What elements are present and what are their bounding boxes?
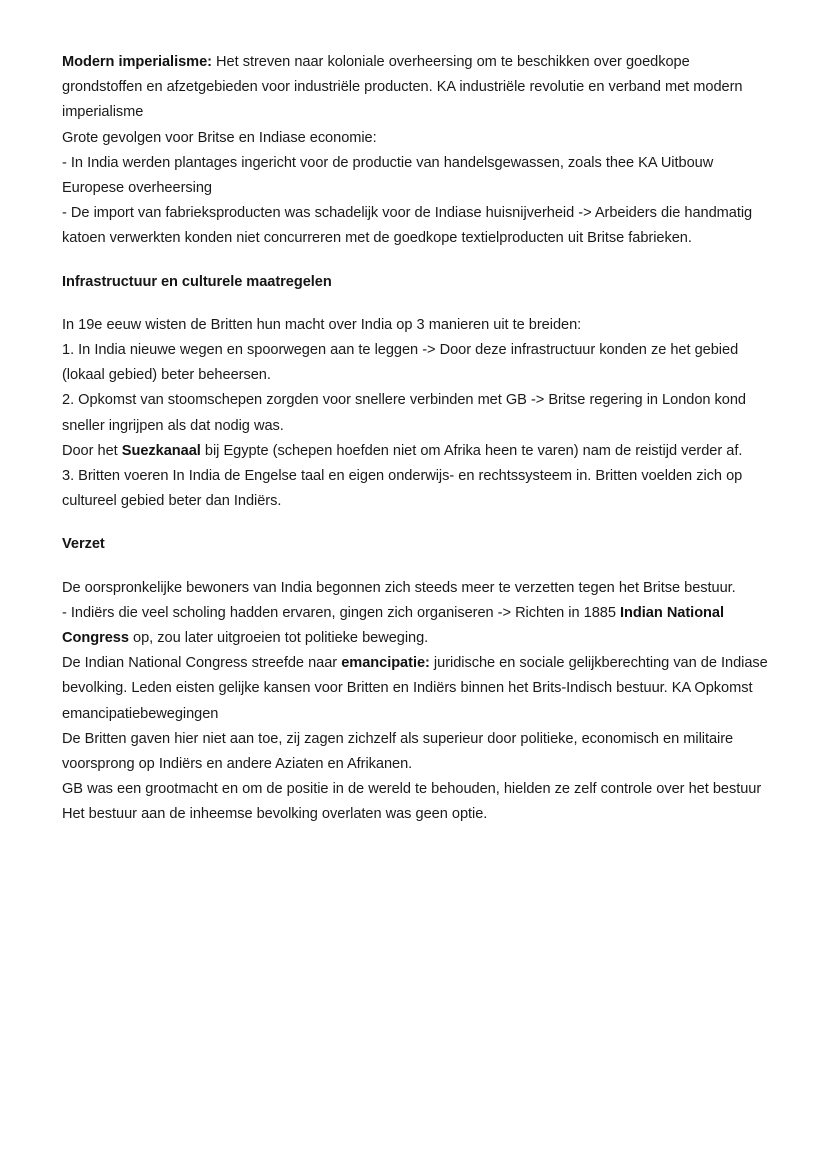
paragraph-plantages: - In India werden plantages ingericht voor de productie van handelsgewassen, zoals thee KA Uitbouw Europese overheersing [62,154,714,197]
term-modern-imperialisme: Modern imperialisme: [62,54,212,70]
paragraph-indian-national-congress-oprichting [62,601,772,651]
heading-verzet: Verzet [62,536,105,553]
inc-text-before: - Indiërs die veel scholing hadden ervaren, gingen zich organiseren -> Richten in 1885 [62,604,621,621]
suezkanaal-text-after: bij Egypte (schepen hoefden niet om Afrika heen te varen) nam de reistijd verder af. [200,442,743,459]
suezkanaal-text-before: Door het [62,442,122,459]
paragraph-gb-grootmacht: GB was een grootmacht en om de positie in de wereld te behouden, hielden ze zelf controle over het bestuur Het bestuur aan de inheemse bevolking overlaten was geen optie. [62,781,762,823]
paragraph-modern-imperialisme [62,50,772,126]
paragraph-bewoners-verzet: De oorspronkelijke bewoners van India begonnen zich steeds meer te verzetten tegen het Britse bestuur. [62,579,736,596]
term-emancipatie: emancipatie: [341,655,430,672]
paragraph-punt-3-engelse-taal: 3. Britten voeren In India de Engelse taal en eigen onderwijs- en rechtssysteem in. Britten voelden zich op cultureel gebied beter dan Indiërs. [62,468,743,510]
heading-infrastructuur-en-culturele-maatregelen: Infrastructuur en culturele maatregelen [62,273,332,290]
paragraph-britten-superieur: De Britten gaven hier niet aan toe, zij zagen zichzelf als superieur door politieke, economisch en militaire voorsprong op Indiërs en andere Aziaten en Afrikanen. [62,730,734,773]
paragraph-emancipatie [62,651,772,727]
emancipatie-text-after: juridische en sociale gelijkberechting van de Indiase bevolking. Leden eisten gelijke kansen voor Britten en Indiërs binnen het Brits-Indisch bestuur. KA Opkomst emancipatiebewegingen [62,655,768,722]
term-indian-national-congress: Indian National Congress [62,604,724,647]
paragraph-modern-imperialisme-text: Het streven naar koloniale overheersing om te beschikken over goedkope grondstoffen en afzetgebieden voor industriële producten. KA industriële revolutie en verband met modern imperialisme [62,54,743,121]
emancipatie-text-before: De Indian National Congress streefde naar [62,655,342,672]
paragraph-punt-1-infrastructuur: 1. In India nieuwe wegen en spoorwegen aan te leggen -> Door deze infrastructuur konden ze het gebied (lokaal gebied) beter beheersen. [62,342,739,384]
paragraph-punt-2-stoomschepen: 2. Opkomst van stoomschepen zorgden voor snellere verbinden met GB -> Britse regering in London kond sneller ingrijpen als dat nodig was. [62,392,747,434]
term-suezkanaal: Suezkanaal [121,442,201,459]
paragraph-import-fabrieksproducten: - De import van fabrieksproducten was schadelijk voor de Indiase huisnijverheid -> Arbeiders die handmatig katoen verwerkten konden niet concurreren met de goedkope textielproducten uit Britse fabrieken. [62,205,753,247]
paragraph-drie-manieren: In 19e eeuw wisten de Britten hun macht over India op 3 manieren uit te breiden: [62,316,582,333]
paragraph-suezkanaal [62,439,772,464]
document-body [62,50,772,828]
paragraph-gevolgen: Grote gevolgen voor Britse en Indiase economie: [62,129,377,146]
inc-text-after: op, zou later uitgroeien tot politieke beweging. [128,630,429,647]
